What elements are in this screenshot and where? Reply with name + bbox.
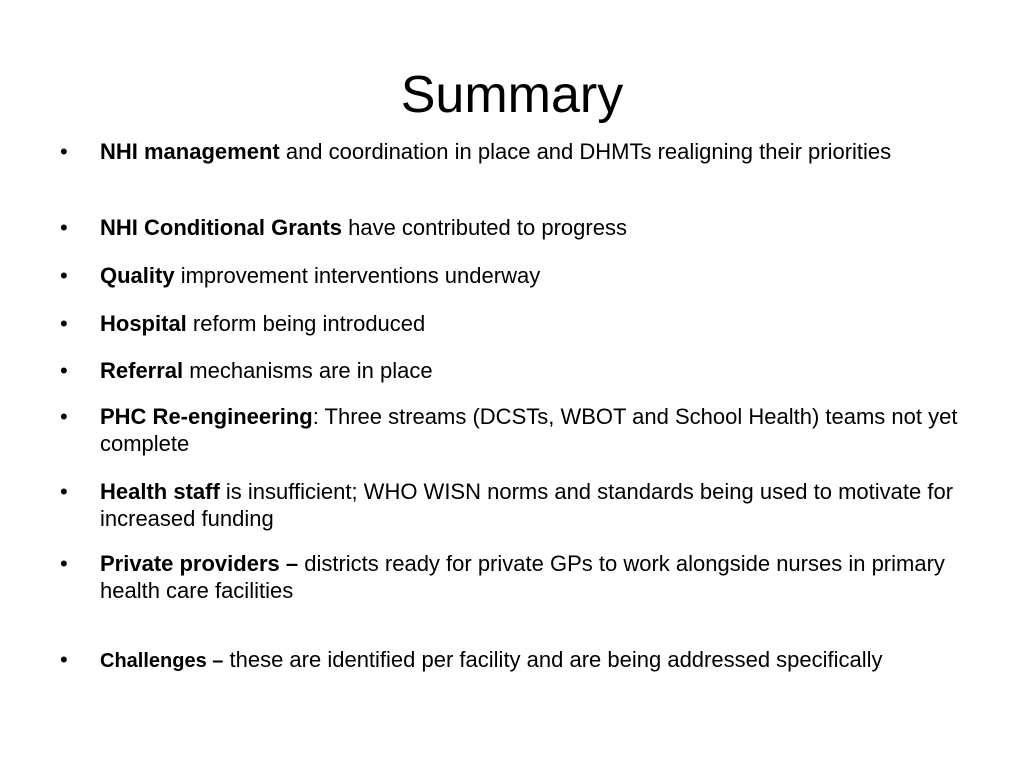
bullet-item <box>60 550 960 604</box>
bullet-item <box>60 646 960 675</box>
bullet-text <box>100 138 960 165</box>
slide-title: Summary <box>400 66 624 124</box>
bullet-keyword: Hospital <box>100 311 187 336</box>
bullet-item <box>60 214 960 241</box>
bullet-icon: • <box>60 311 68 336</box>
bullet-icon: • <box>60 647 68 672</box>
bullet-item <box>60 262 960 289</box>
bullet-text <box>100 646 960 675</box>
bullet-description: districts ready for private GPs to work alongside nurses in primary health care facilities <box>100 551 945 603</box>
bullet-icon: • <box>60 215 68 240</box>
bullet-text <box>100 403 960 457</box>
bullet-keyword: NHI Conditional Grants <box>100 215 342 240</box>
bullet-icon: • <box>60 139 68 164</box>
bullet-description: have contributed to progress <box>342 215 627 240</box>
bullet-keyword: Quality <box>100 263 175 288</box>
bullet-icon: • <box>60 358 68 383</box>
bullet-text <box>100 262 960 289</box>
bullet-item <box>60 403 960 457</box>
bullet-keyword: NHI management <box>100 139 280 164</box>
bullet-text <box>100 550 960 604</box>
bullet-description: improvement interventions underway <box>174 263 541 288</box>
bullet-keyword: Referral <box>100 358 184 383</box>
bullet-description: is insufficient; WHO WISN norms and standards being used to motivate for increased funding <box>100 479 954 531</box>
bullet-keyword: PHC Re-engineering <box>100 404 313 429</box>
bullet-item <box>60 357 960 384</box>
bullet-icon: • <box>60 404 68 429</box>
bullet-description: : Three streams (DCSTs, WBOT and School Health) teams not yet complete <box>100 404 958 456</box>
bullet-item <box>60 138 960 165</box>
bullet-text <box>100 478 960 532</box>
bullet-description: mechanisms are in place <box>183 358 433 383</box>
bullet-keyword: Health staff <box>100 479 220 504</box>
bullet-keyword: Private providers – <box>100 551 299 576</box>
bullet-text <box>100 310 960 337</box>
bullet-item <box>60 310 960 337</box>
bullet-text <box>100 357 960 384</box>
bullet-text <box>100 214 960 241</box>
bullet-item <box>60 478 960 532</box>
bullet-icon: • <box>60 263 68 288</box>
bullet-description: and coordination in place and DHMTs realigning their priorities <box>279 139 892 164</box>
bullet-description: reform being introduced <box>186 311 426 336</box>
bullet-keyword: Challenges – <box>100 650 224 672</box>
bullet-icon: • <box>60 479 68 504</box>
bullet-icon: • <box>60 551 68 576</box>
bullet-description: these are identified per facility and are being addressed specifically <box>223 647 883 672</box>
